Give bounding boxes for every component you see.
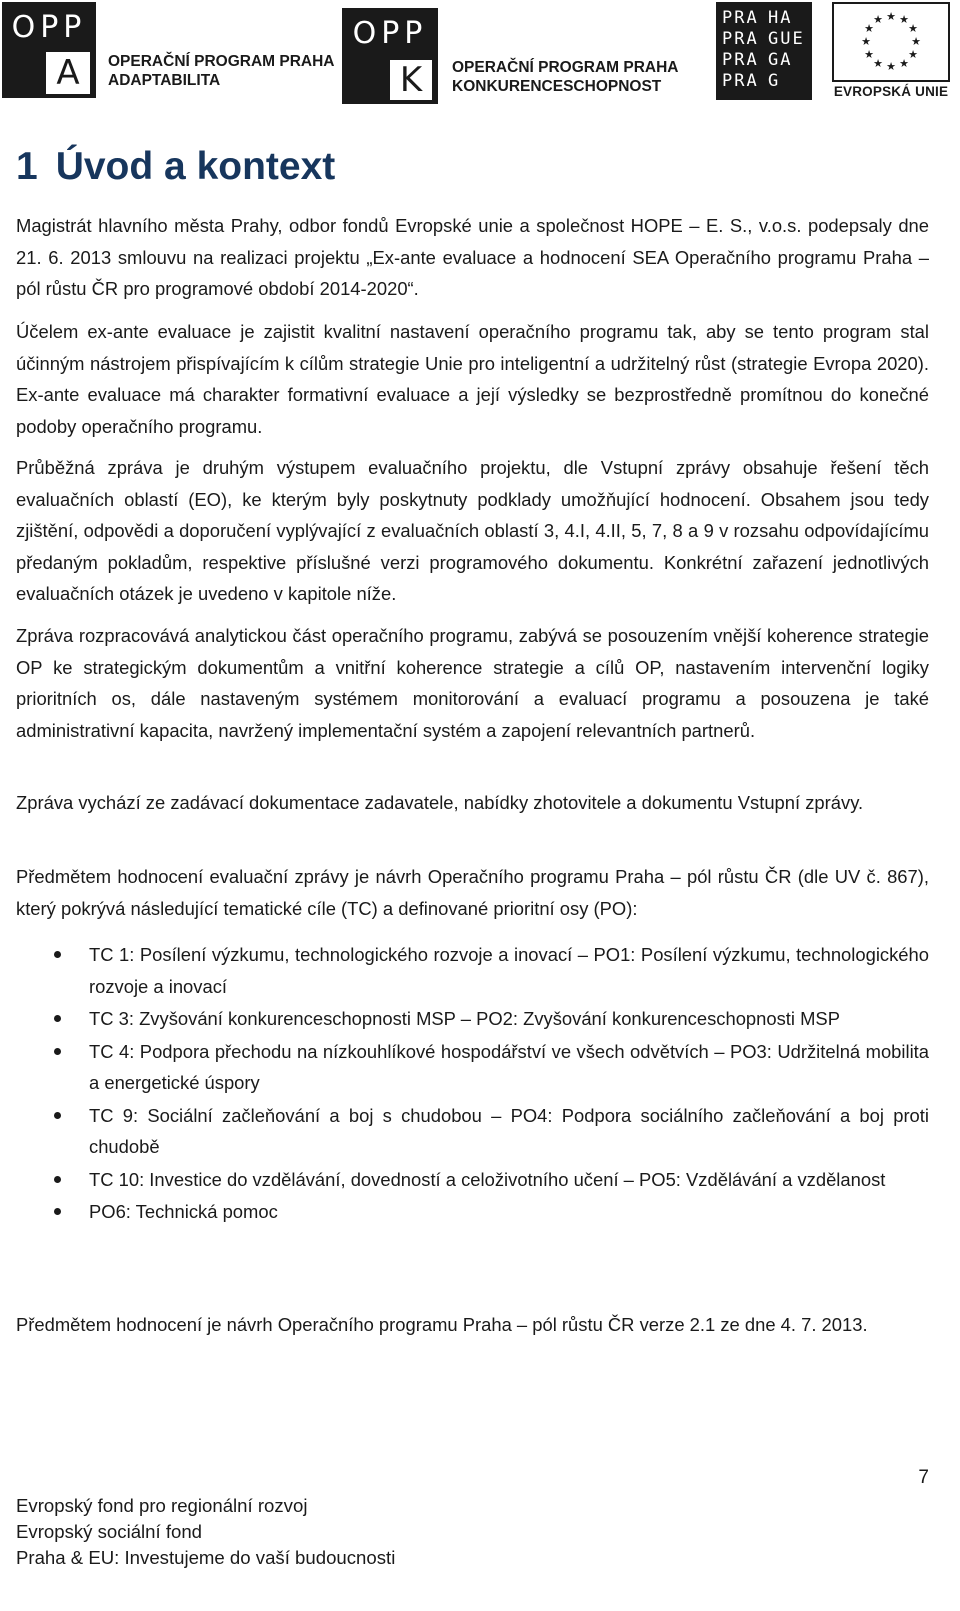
list-item	[16, 1100, 929, 1163]
praha-row4-a: PRA	[722, 71, 759, 91]
chapter-number: 1	[16, 145, 38, 188]
bullet-icon	[54, 1015, 61, 1022]
opp-k-name-line1: OPERAČNÍ PROGRAM PRAHA	[452, 59, 679, 76]
svg-text:★: ★	[861, 35, 871, 48]
paragraph-report-basis: Zpráva vychází ze zadávací dokumentace zadavatele, nabídky zhotovitele a dokumentu Vstupní zprávy.	[16, 792, 864, 813]
paragraph-subject: Předmětem hodnocení evaluační zprávy je návrh Operačního programu Praha – pól růstu ČR (dle UV č. 867), který pokrývá následující tematické cíle (TC) a definované prioritní osy (PO):	[16, 866, 929, 919]
list-item	[16, 1003, 929, 1035]
footer-line-slogan: Praha & EU: Investujeme do vaší budoucnosti	[16, 1547, 396, 1568]
praha-row1-a: PRA	[722, 8, 759, 28]
chapter-title: Úvod a kontext	[55, 145, 336, 188]
footer-line-esf: Evropský sociální fond	[16, 1521, 203, 1542]
opp-a-mark-inner: A	[46, 52, 90, 94]
svg-text:★: ★	[899, 57, 909, 70]
svg-text:★: ★	[864, 22, 874, 35]
opp-k-mark-inner: K	[390, 60, 432, 100]
praha-logo	[716, 2, 812, 100]
praha-row3-b: GA	[768, 50, 793, 70]
bullet-icon	[54, 951, 61, 958]
paragraph-report-scope: Zpráva rozpracovává analytickou část operačního programu, zabývá se posouzením vnější koherence strategie OP ke strategickým dokumentům a vnitřní koherence strategie a cílů OP, nastavením intervenční logiky prioritních os, dále nastaveným systémem monitorování a evaluací programu a posouzena je také administrativní kapacita, navržený implementační systém a zapojení relevantních partnerů.	[16, 625, 929, 741]
list-item-text: TC 1: Posílení výzkumu, technologického rozvoje a inovací – PO1: Posílení výzkumu, technologického rozvoje a inovací	[89, 944, 929, 997]
eu-stars-icon	[834, 4, 948, 80]
bullet-icon	[54, 1048, 61, 1055]
bullet-icon	[54, 1208, 61, 1215]
list-item-text: TC 10: Investice do vzdělávání, dovedností a celoživotního učení – PO5: Vzdělávání a vzdělanost	[89, 1168, 886, 1190]
praha-row2-a: PRA	[722, 29, 759, 49]
list-item	[16, 1164, 929, 1196]
thematic-objectives-list	[16, 939, 929, 1229]
footer-line-erdf: Evropský fond pro regionální rozvoj	[16, 1495, 308, 1516]
opp-k-name-line2: KONKURENCESCHOPNOST	[452, 78, 662, 95]
list-item-text: PO6: Technická pomoc	[89, 1201, 278, 1222]
praha-row1-b: HA	[768, 8, 793, 28]
praha-row2-b: GUE	[768, 29, 805, 49]
list-item	[16, 1036, 929, 1099]
paragraph-purpose: Účelem ex-ante evaluace je zajistit kvalitní nastavení operačního programu tak, aby se tento program stal účinným nástrojem přispívajícím k cílům strategie Unie pro inteligentní a udržitelný růst (strategie Evropa 2020). Ex-ante evaluace má charakter formativní evaluace a její výsledky se bezprostředně promítnou do konečné podoby operačního programu.	[16, 321, 929, 437]
opp-k-mark	[342, 8, 438, 104]
list-item	[16, 939, 929, 1002]
paragraph-intro: Magistrát hlavního města Prahy, odbor fondů Evropské unie a společnost HOPE – E. S., v.o.s. podepsaly dne 21. 6. 2013 smlouvu na realizaci projektu „Ex-ante evaluace a hodnocení SEA Operačního programu Praha – pól růstu ČR pro programové období 2014-2020“.	[16, 215, 929, 299]
svg-text:★: ★	[899, 13, 909, 26]
svg-text:★: ★	[873, 57, 883, 70]
svg-text:★: ★	[873, 13, 883, 26]
bullet-icon	[54, 1112, 61, 1119]
svg-text:★: ★	[886, 60, 896, 73]
page-number: 7	[918, 1467, 929, 1488]
svg-text:★: ★	[908, 22, 918, 35]
list-item-text: TC 9: Sociální začleňování a boj s chudobou – PO4: Podpora sociálního začleňování a boj proti chudobě	[89, 1104, 929, 1157]
opp-a-mark-letters: OPP	[11, 10, 87, 45]
paragraph-closing: Předmětem hodnocení je návrh Operačního programu Praha – pól růstu ČR verze 2.1 ze dne 4. 7. 2013.	[16, 1314, 868, 1335]
eu-flag-icon	[832, 2, 950, 82]
eu-logo	[830, 2, 952, 100]
svg-text:★: ★	[864, 48, 874, 61]
eu-logo-label: EVROPSKÁ UNIE	[833, 84, 949, 99]
list-item-text: TC 3: Zvyšování konkurenceschopnosti MSP – PO2: Zvyšování konkurenceschopnosti MSP	[89, 1008, 840, 1029]
list-item	[16, 1196, 929, 1228]
svg-text:★: ★	[908, 48, 918, 61]
paragraph-progress-report: Průběžná zpráva je druhým výstupem evaluačního projektu, dle Vstupní zprávy obsahuje řešení těch evaluačních oblastí (EO), ke kterým byly poskytnuty podklady umožňující hodnocení. Obsahem jsou tedy zjištění, odpovědi a doporučení vyplývající z evaluačních oblastí 3, 4.I, 4.II, 5, 7, 8 a 9 v rozsahu odpovídajícímu předaným pokladům, respektive příslušné verzi programového dokumentu. Konkrétní zařazení jednotlivých evaluačních otázek je uvedeno v kapitole níže.	[16, 457, 929, 604]
opp-a-name-line2: ADAPTABILITA	[108, 72, 221, 89]
chapter-heading	[16, 145, 335, 189]
list-item-text: TC 4: Podpora přechodu na nízkouhlíkové hospodářství ve všech odvětvích – PO3: Udržitelná mobilita a energetické úspory	[89, 1040, 929, 1093]
opp-a-mark	[2, 2, 96, 98]
praha-row4-b: G	[768, 71, 781, 91]
praha-row3-a: PRA	[722, 50, 759, 70]
svg-text:★: ★	[886, 10, 896, 23]
svg-text:★: ★	[911, 35, 921, 48]
page-footer	[16, 1493, 395, 1571]
opp-a-name-line1: OPERAČNÍ PROGRAM PRAHA	[108, 53, 335, 70]
bullet-icon	[54, 1176, 61, 1183]
opp-k-mark-letters: OPP	[352, 16, 428, 51]
